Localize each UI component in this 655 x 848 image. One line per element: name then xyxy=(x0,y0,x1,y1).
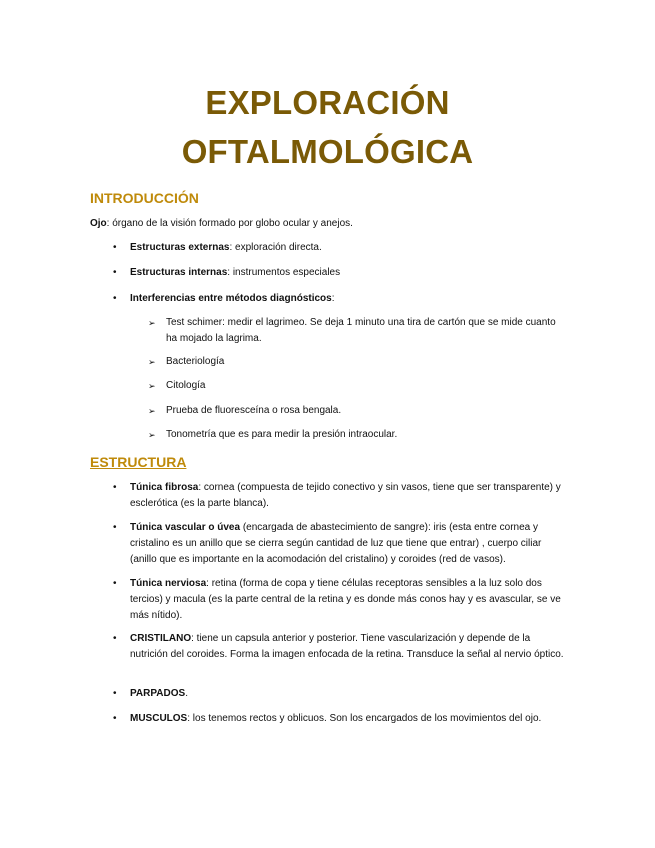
bullet-icon: • xyxy=(113,578,117,589)
list-item xyxy=(130,631,570,663)
bullet-icon: • xyxy=(113,522,117,533)
text: . xyxy=(185,688,188,699)
bullet-icon: • xyxy=(113,293,117,304)
list-item xyxy=(130,291,570,307)
bullet-icon: • xyxy=(113,688,117,699)
title-line-2: OFTALMOLÓGICA xyxy=(181,133,474,170)
arrow-bullet-icon: ➢ xyxy=(148,406,156,416)
sub-list-item: Prueba de fluoresceína o rosa bengala. xyxy=(166,405,342,416)
list-item xyxy=(130,576,570,624)
term: PARPADOS xyxy=(130,688,186,699)
bullet-icon: • xyxy=(113,267,117,278)
term: Estructuras internas xyxy=(130,267,228,278)
term: Túnica fibrosa xyxy=(130,482,199,493)
text-ojo: : órgano de la visión formado por globo ocular y anejos. xyxy=(106,218,353,229)
text: : instrumentos especiales xyxy=(227,267,341,278)
term-ojo: Ojo xyxy=(90,218,107,229)
text: : los tenemos rectos y oblicuos. Son los encargados de los movimientos del ojo. xyxy=(187,713,542,724)
paragraph-ojo xyxy=(90,216,353,232)
text: : xyxy=(331,293,335,304)
term: Túnica vascular o úvea xyxy=(130,522,241,533)
list-item xyxy=(130,480,570,512)
arrow-bullet-icon: ➢ xyxy=(148,357,156,367)
text: : tiene un capsula anterior y posterior. Tiene vascularización y depende de la nutrición del coroides. Forma la imagen enfocada de la retina. Transduce la señal al nervio óptico. xyxy=(130,633,564,660)
bullet-icon: • xyxy=(113,633,117,644)
term: MUSCULOS xyxy=(130,713,188,724)
term: Túnica nerviosa xyxy=(130,578,207,589)
text: : exploración directa. xyxy=(229,242,322,253)
list-item xyxy=(130,520,570,568)
list-item xyxy=(130,711,570,727)
sub-list-item: Tonometría que es para medir la presión intraocular. xyxy=(166,429,398,440)
bullet-icon: • xyxy=(113,713,117,724)
sub-list-item: Bacteriología xyxy=(166,356,225,367)
list-item xyxy=(130,240,570,256)
sub-list-item: Test schimer: medir el lagrimeo. Se deja 1 minuto una tira de cartón que se mide cuanto ha mojado la lagrima. xyxy=(166,317,556,344)
bullet-icon: • xyxy=(113,482,117,493)
title-line-1: EXPLORACIÓN xyxy=(205,84,450,121)
list-item xyxy=(130,686,570,702)
arrow-bullet-icon: ➢ xyxy=(148,430,156,440)
heading-estructura: ESTRUCTURA xyxy=(90,454,187,470)
text: : retina (forma de copa y tiene células receptoras sensibles a la luz solo dos tercios) y macula (es la parte central de la retina y es donde más conos hay y es avascular, se ve más nítido). xyxy=(130,578,561,621)
heading-introduccion: INTRODUCCIÓN xyxy=(90,190,199,206)
bullet-icon: • xyxy=(113,242,117,253)
term: Estructuras externas xyxy=(130,242,230,253)
text: (encargada de abastecimiento de sangre): iris (esta entre cornea y cristalino es un anillo que se cierra según cantidad de luz que tiene que entrar) , cuerpo ciliar (anillo que es importante en la acomodación del cristalino) y coroides (red de vasos). xyxy=(130,522,542,565)
sub-list-item: Citología xyxy=(166,380,206,391)
arrow-bullet-icon: ➢ xyxy=(148,381,156,391)
arrow-bullet-icon: ➢ xyxy=(148,318,156,328)
text: : cornea (compuesta de tejido conectivo y sin vasos, tiene que ser transparente) y esclerótica (es la parte blanca). xyxy=(130,482,561,509)
term: CRISTILANO xyxy=(130,633,192,644)
list-item xyxy=(130,265,570,281)
term: Interferencias entre métodos diagnósticos xyxy=(130,293,332,304)
